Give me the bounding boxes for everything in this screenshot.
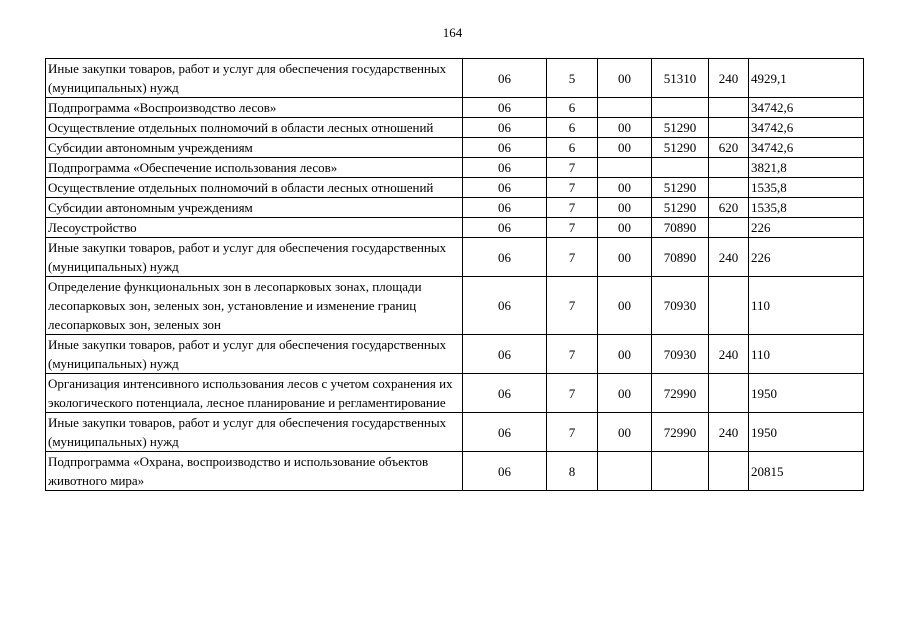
row-code-cell — [652, 98, 709, 118]
row-subprogram-cell: 00 — [598, 138, 652, 158]
row-subprogram-cell: 00 — [598, 218, 652, 238]
row-code-cell: 51290 — [652, 178, 709, 198]
table-row — [46, 277, 864, 335]
row-type-cell: 620 — [709, 138, 749, 158]
budget-table — [45, 58, 864, 491]
row-subprogram-cell: 00 — [598, 198, 652, 218]
row-type-cell: 620 — [709, 198, 749, 218]
row-subprogram-cell: 00 — [598, 118, 652, 138]
row-type-cell: 240 — [709, 413, 749, 452]
row-program-cell: 7 — [547, 335, 598, 374]
budget-table-body — [46, 59, 864, 491]
row-subprogram-cell: 00 — [598, 335, 652, 374]
row-amount-cell: 34742,6 — [749, 98, 864, 118]
row-subprogram-cell: 00 — [598, 413, 652, 452]
row-program-cell: 6 — [547, 118, 598, 138]
row-code-cell: 72990 — [652, 413, 709, 452]
row-name-cell: Подпрограмма «Охрана, воспроизводство и использование объектов животного мира» — [46, 452, 463, 491]
row-program-cell: 8 — [547, 452, 598, 491]
table-row — [46, 178, 864, 198]
row-name-cell: Организация интенсивного использования лесов с учетом сохранения их экологического потенциала, лесное планирование и регламентирование — [46, 374, 463, 413]
row-amount-cell: 1950 — [749, 374, 864, 413]
row-type-cell — [709, 277, 749, 335]
table-row — [46, 198, 864, 218]
page-number: 164 — [442, 25, 463, 40]
row-name-cell: Лесоустройство — [46, 218, 463, 238]
row-code-cell: 51290 — [652, 198, 709, 218]
row-code-cell: 70930 — [652, 277, 709, 335]
table-row — [46, 238, 864, 277]
row-name-cell: Субсидии автономным учреждениям — [46, 198, 463, 218]
row-section-cell: 06 — [463, 413, 547, 452]
row-code-cell: 51290 — [652, 138, 709, 158]
row-name-cell: Иные закупки товаров, работ и услуг для обеспечения государственных (муниципальных) нужд — [46, 238, 463, 277]
row-amount-cell: 1950 — [749, 413, 864, 452]
row-program-cell: 6 — [547, 98, 598, 118]
table-row — [46, 59, 864, 98]
row-subprogram-cell: 00 — [598, 238, 652, 277]
row-amount-cell: 20815 — [749, 452, 864, 491]
row-program-cell: 6 — [547, 138, 598, 158]
row-program-cell: 7 — [547, 218, 598, 238]
row-code-cell: 72990 — [652, 374, 709, 413]
row-name-cell: Определение функциональных зон в лесопарковых зонах, площади лесопарковых зон, зеленых зон, установление и изменение границ лесопарковых зон, зеленых зон — [46, 277, 463, 335]
row-section-cell: 06 — [463, 452, 547, 491]
row-type-cell: 240 — [709, 335, 749, 374]
row-program-cell: 7 — [547, 374, 598, 413]
row-type-cell — [709, 374, 749, 413]
row-type-cell — [709, 158, 749, 178]
row-code-cell: 70890 — [652, 238, 709, 277]
row-section-cell: 06 — [463, 218, 547, 238]
row-code-cell — [652, 158, 709, 178]
row-name-cell: Субсидии автономным учреждениям — [46, 138, 463, 158]
table-row — [46, 374, 864, 413]
row-type-cell — [709, 118, 749, 138]
row-subprogram-cell: 00 — [598, 178, 652, 198]
row-subprogram-cell — [598, 98, 652, 118]
row-section-cell: 06 — [463, 238, 547, 277]
table-row — [46, 118, 864, 138]
row-subprogram-cell: 00 — [598, 277, 652, 335]
row-name-cell: Подпрограмма «Воспроизводство лесов» — [46, 98, 463, 118]
row-amount-cell: 3821,8 — [749, 158, 864, 178]
row-amount-cell: 1535,8 — [749, 198, 864, 218]
row-type-cell — [709, 178, 749, 198]
row-amount-cell: 34742,6 — [749, 118, 864, 138]
row-section-cell: 06 — [463, 158, 547, 178]
row-name-cell: Иные закупки товаров, работ и услуг для обеспечения государственных (муниципальных) нужд — [46, 335, 463, 374]
row-section-cell: 06 — [463, 59, 547, 98]
row-type-cell: 240 — [709, 59, 749, 98]
row-code-cell: 70930 — [652, 335, 709, 374]
row-name-cell: Осуществление отдельных полномочий в области лесных отношений — [46, 118, 463, 138]
row-code-cell: 70890 — [652, 218, 709, 238]
row-name-cell: Подпрограмма «Обеспечение использования лесов» — [46, 158, 463, 178]
table-row — [46, 218, 864, 238]
row-amount-cell: 226 — [749, 238, 864, 277]
row-program-cell: 7 — [547, 238, 598, 277]
row-type-cell — [709, 98, 749, 118]
row-subprogram-cell: 00 — [598, 374, 652, 413]
row-section-cell: 06 — [463, 178, 547, 198]
table-row — [46, 413, 864, 452]
row-subprogram-cell — [598, 158, 652, 178]
row-amount-cell: 4929,1 — [749, 59, 864, 98]
table-row — [46, 98, 864, 118]
row-code-cell: 51310 — [652, 59, 709, 98]
row-name-cell: Иные закупки товаров, работ и услуг для обеспечения государственных (муниципальных) нужд — [46, 59, 463, 98]
row-code-cell — [652, 452, 709, 491]
row-name-cell: Осуществление отдельных полномочий в области лесных отношений — [46, 178, 463, 198]
row-code-cell: 51290 — [652, 118, 709, 138]
table-row — [46, 158, 864, 178]
row-program-cell: 7 — [547, 158, 598, 178]
row-section-cell: 06 — [463, 198, 547, 218]
row-subprogram-cell — [598, 452, 652, 491]
row-section-cell: 06 — [463, 138, 547, 158]
table-row — [46, 138, 864, 158]
row-program-cell: 7 — [547, 413, 598, 452]
table-row — [46, 452, 864, 491]
row-section-cell: 06 — [463, 118, 547, 138]
row-section-cell: 06 — [463, 374, 547, 413]
row-amount-cell: 226 — [749, 218, 864, 238]
row-type-cell — [709, 452, 749, 491]
row-section-cell: 06 — [463, 277, 547, 335]
row-type-cell: 240 — [709, 238, 749, 277]
row-name-cell: Иные закупки товаров, работ и услуг для обеспечения государственных (муниципальных) нужд — [46, 413, 463, 452]
row-section-cell: 06 — [463, 335, 547, 374]
row-program-cell: 5 — [547, 59, 598, 98]
row-amount-cell: 110 — [749, 335, 864, 374]
row-amount-cell: 1535,8 — [749, 178, 864, 198]
row-program-cell: 7 — [547, 198, 598, 218]
row-program-cell: 7 — [547, 178, 598, 198]
row-section-cell: 06 — [463, 98, 547, 118]
row-subprogram-cell: 00 — [598, 59, 652, 98]
row-type-cell — [709, 218, 749, 238]
row-amount-cell: 34742,6 — [749, 138, 864, 158]
row-amount-cell: 110 — [749, 277, 864, 335]
row-program-cell: 7 — [547, 277, 598, 335]
table-row — [46, 335, 864, 374]
